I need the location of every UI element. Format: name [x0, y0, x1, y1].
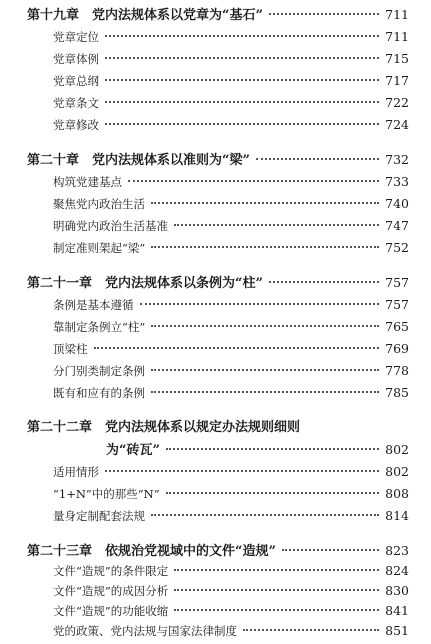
dot-leader — [105, 470, 379, 472]
page-number: 824 — [385, 563, 409, 578]
page-number: 752 — [385, 240, 409, 255]
chapter-heading[interactable] — [27, 542, 409, 562]
page-number: 724 — [385, 117, 409, 132]
dot-leader — [105, 57, 379, 59]
section-title: 适用情形 — [53, 465, 99, 479]
section-entry[interactable] — [53, 507, 409, 527]
page-number: 830 — [385, 583, 409, 598]
page-number: 715 — [385, 51, 409, 66]
section-title: 聚焦党内政治生活 — [53, 197, 145, 211]
section-title: 顶梁柱 — [53, 342, 88, 356]
dot-leader — [166, 448, 379, 450]
page-number: 717 — [385, 73, 409, 88]
page-number: 802 — [385, 464, 409, 479]
section-title: 明确党内政治生活基准 — [53, 219, 168, 233]
page-number: 733 — [385, 174, 409, 189]
dot-leader — [243, 629, 379, 631]
section-entry[interactable] — [53, 602, 409, 622]
dot-leader — [151, 514, 379, 516]
section-entry[interactable] — [53, 622, 409, 642]
section-entry[interactable] — [53, 463, 409, 483]
dot-leader — [94, 347, 380, 349]
section-entry[interactable] — [53, 384, 409, 404]
page-number: 802 — [385, 442, 409, 457]
dot-leader — [140, 303, 380, 305]
page-number: 757 — [385, 275, 409, 290]
page-number: 769 — [385, 341, 409, 356]
section-title: 文件“造规”的条件限定 — [53, 564, 169, 578]
section-entry[interactable] — [53, 28, 409, 48]
dot-leader — [151, 391, 379, 393]
page-number: 722 — [385, 95, 409, 110]
dot-leader — [151, 202, 379, 204]
dot-leader — [174, 224, 379, 226]
page-number: 732 — [385, 152, 409, 167]
chapter-title: 第二十二章 党内法规体系以规定办法规则细则 — [27, 420, 301, 435]
page-number: 711 — [385, 7, 409, 22]
section-title: 文件“造规”的成因分析 — [53, 584, 169, 598]
section-entry[interactable] — [53, 173, 409, 193]
section-entry[interactable] — [53, 296, 409, 316]
section-entry[interactable] — [53, 116, 409, 136]
page-number: 757 — [385, 297, 409, 312]
section-title: 分门别类制定条例 — [53, 364, 145, 378]
section-title: 党章总纲 — [53, 74, 99, 88]
chapter-heading[interactable] — [27, 274, 409, 294]
dot-leader — [151, 246, 379, 248]
page-number: 747 — [385, 218, 409, 233]
page-number: 841 — [385, 603, 409, 618]
section-title: 党的政策、党内法规与国家法律制度 — [53, 624, 237, 638]
section-entry[interactable] — [53, 239, 409, 259]
dot-leader — [282, 549, 379, 551]
dot-leader — [269, 281, 379, 283]
dot-leader — [174, 609, 379, 611]
section-title: 党章条文 — [53, 96, 99, 110]
section-entry[interactable] — [53, 362, 409, 382]
dot-leader — [105, 35, 379, 37]
section-entry[interactable] — [53, 485, 409, 505]
section-title: 制定准则架起“梁” — [53, 241, 146, 255]
chapter-heading[interactable] — [27, 419, 409, 439]
section-title: 党章定位 — [53, 30, 99, 44]
page-number: 711 — [385, 29, 409, 44]
section-title: “1+N”中的那些“N” — [53, 487, 160, 501]
page-number: 851 — [385, 623, 409, 638]
section-entry[interactable] — [53, 582, 409, 602]
section-entry[interactable] — [53, 94, 409, 114]
page-number: 814 — [385, 508, 409, 523]
section-entry[interactable] — [53, 217, 409, 237]
page-number: 785 — [385, 385, 409, 400]
section-entry[interactable] — [53, 72, 409, 92]
chapter-heading-continuation[interactable] — [106, 441, 409, 461]
chapter-heading[interactable] — [27, 6, 409, 26]
chapter-title-continuation: 为“砖瓦” — [106, 443, 160, 458]
dot-leader — [128, 180, 379, 182]
chapter-title: 第二十章 党内法规体系以准则为“梁” — [27, 153, 250, 168]
dot-leader — [256, 158, 379, 160]
dot-leader — [269, 13, 379, 15]
dot-leader — [151, 369, 379, 371]
section-title: 党章体例 — [53, 52, 99, 66]
dot-leader — [105, 123, 379, 125]
dot-leader — [105, 101, 379, 103]
page-number: 808 — [385, 486, 409, 501]
page-number: 740 — [385, 196, 409, 211]
dot-leader — [151, 325, 379, 327]
section-title: 量身定制配套法规 — [53, 509, 145, 523]
dot-leader — [105, 79, 379, 81]
chapter-title: 第十九章 党内法规体系以党章为“基石” — [27, 8, 263, 23]
dot-leader — [166, 492, 379, 494]
page-number: 765 — [385, 319, 409, 334]
section-entry[interactable] — [53, 50, 409, 70]
chapter-heading[interactable] — [27, 151, 409, 171]
chapter-title: 第二十三章 依规治党视域中的文件“造规” — [27, 544, 276, 559]
section-title: 既有和应有的条例 — [53, 386, 145, 400]
section-entry[interactable] — [53, 195, 409, 215]
dot-leader — [174, 569, 379, 571]
section-entry[interactable] — [53, 562, 409, 582]
chapter-title: 第二十一章 党内法规体系以条例为“柱” — [27, 276, 263, 291]
section-title: 党章修改 — [53, 118, 99, 132]
page-number: 823 — [385, 543, 409, 558]
dot-leader — [174, 589, 379, 591]
section-entry[interactable] — [53, 318, 409, 338]
page-number: 778 — [385, 363, 409, 378]
section-title: 条例是基本遵循 — [53, 298, 134, 312]
section-title: 文件“造规”的功能收缩 — [53, 604, 169, 618]
section-title: 靠制定条例立“柱” — [53, 320, 146, 334]
section-title: 构筑党建基点 — [53, 175, 122, 189]
section-entry[interactable] — [53, 340, 409, 360]
